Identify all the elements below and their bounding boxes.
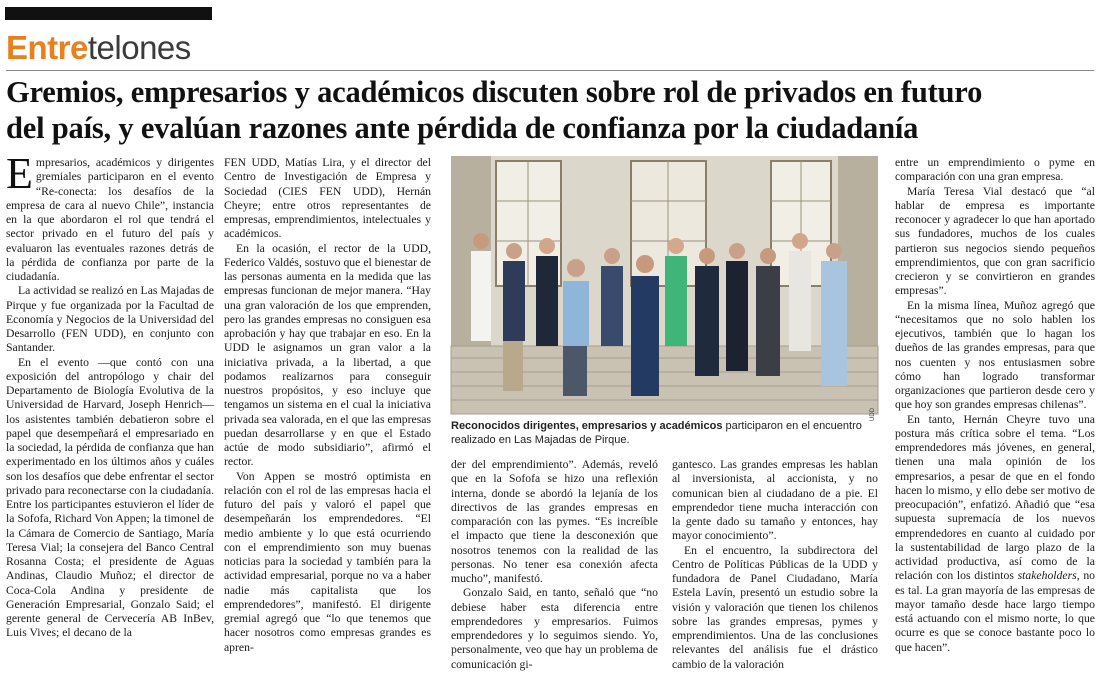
section-title — [6, 28, 191, 68]
section-title-rest: telones — [87, 29, 191, 66]
paragraph-text: En tanto, Hernán Cheyre tuvo una postura más crítica sobre el tema. “Los emprendedores más jóvenes, en general, tienen una mala opinión de los empresarios, a pesar de que en el fondo hacen lo mismo, y ello debe ser motivo de preocupación”, enfatizó. Añadió que “esa supuesta supremacía de los nuevos emprendedores en cuanto al cuidado por la sustentabilidad de largo plazo de la actividad productiva, así como de la relación con los distintos — [895, 412, 1095, 583]
paragraph: En la ocasión, el rector de la UDD, Federico Valdés, sostuvo que el bienestar de las personas aumenta en la medida que las empresas funcionan de mejor manera. “Hay una gran valoración de los que emprenden, pero las grandes empresas no consiguen esa aprobación y hay que trabajar en eso. En la UDD le asignamos un gran valor a la iniciativa privada, a la libertad, a que podamos realizarnos para conseguir nuestros propósitos, y eso incluye que tengamos un sistema en el cual la iniciativa privada sea valorada, en el que las empresas puedan desarrollarse y en que el Estado actúe de modo subsidiario”, afirmó el rector. — [224, 241, 431, 469]
paragraph: En la misma línea, Muñoz agregó que “necesitamos que no solo hablen los ejecutivos, también que lo hagan los dueños de las grandes empresas, para que nos cuenten y nos entusiasmen sobre cómo han logrado transformar organizaciones que partieron desde cero y que hoy son grandes empresas chilenas”. — [895, 298, 1095, 412]
group-photo — [451, 156, 878, 421]
section-rule — [6, 70, 1094, 71]
drop-cap: E — [6, 149, 33, 198]
article-column-3 — [451, 458, 658, 672]
photo-credit: UDD — [870, 408, 876, 421]
italic-term: stakeholders — [1017, 569, 1077, 583]
paragraph: FEN UDD, Matías Lira, y el director del Centro de Investigación de Empresa y Sociedad (CIES FEN UDD), Hernán Cheyre; entre otros representantes de empresas, emprendimientos, intelectuales y académicos. — [224, 156, 431, 241]
article-column-1 — [6, 149, 214, 641]
headline-line-2: del país, y evalúan razones ante pérdida de confianza por la ciudadanía — [6, 111, 919, 145]
paragraph: der del emprendimiento”. Además, reveló que en la Sofofa se hizo una reflexión interna, donde se abordó la lejanía de los directivos de las grandes empresas en comparación con las pymes. “Es increíble el impacto que tiene la desconexión que nosotros tenemos con la realidad de las personas. No tener esa conexión afecta mucho”, manifestó. — [451, 458, 658, 585]
top-section-bar — [5, 7, 212, 20]
paragraph: gantesco. Las grandes empresas les hablan al inversionista, al accionista, y no comunican bien al ciudadano de a pie. El emprendedor tiene mucha interacción con la gente dado su tamaño y entonces, hay mayor conocimiento”. — [672, 458, 878, 543]
paragraph: Gonzalo Said, en tanto, señaló que “no debiese haber esta diferencia entre emprendedores y empresarios. Fuimos emprendedores y lo seguimos siendo. Yo, personalmente, veo que hay un problema de comunicación gi- — [451, 586, 658, 671]
article-column-5 — [895, 156, 1095, 655]
paragraph: María Teresa Vial destacó que “al hablar de empresa es importante reconocer y agradecer lo que han aportado sus fundadores, muchos de los cuales partieron sus negocios siendo pequeños emprendimientos, que con gran sacrificio crecieron y se convirtieron en grandes empresas”. — [895, 184, 1095, 298]
section-title-bold: Entre — [6, 29, 88, 66]
article-column-4 — [672, 458, 878, 672]
group-photo-illustration — [451, 156, 878, 414]
paragraph — [895, 413, 1095, 655]
paragraph-text: mpresarios, académicos y dirigentes gremiales participaron en el evento “Re-conecta: los desafíos de la empresa de cara al nuevo Chile”, instancia en la que abordaron el rol que tendrá el sector privado en el futuro del país y evaluaron las eventuales razones detrás de la pérdida de confianza por parte de la ciudadanía. — [6, 156, 214, 283]
headline-line-1: Gremios, empresarios y académicos discuten sobre rol de privados en futuro — [6, 75, 983, 109]
paragraph: La actividad se realizó en Las Majadas de Pirque y fue organizada por la Facultad de Economía y Negocios de la Universidad del Desarrollo (FEN UDD), en conjunto con Santander. — [6, 284, 214, 355]
article-column-2 — [224, 156, 431, 655]
paragraph — [6, 149, 214, 284]
photo-caption-bold: Reconocidos dirigentes, empresarios y académicos — [451, 420, 723, 432]
paragraph: Von Appen se mostró optimista en relación con el rol de las empresas hacia el futuro del país y valoró el papel que desempeñarán los emprendedores. “El medio ambiente y lo que está ocurriendo con el emprendimiento son muy buenas noticias para la sociedad y también para la actividad empresarial, porque no va a haber nadie más capitalista que los emprendedores”, manifestó. El dirigente gremial agregó que “lo que tenemos que hacer nosotros como empresas grandes es apren- — [224, 469, 431, 654]
paragraph-text: , no es tal. La gran mayoría de las empresas de mayor tamaño desde hace largo tiempo está actuando con el mismo norte, lo que ocurre es que se conoce bastante poco lo que hacen”. — [895, 569, 1096, 654]
headline — [6, 74, 1096, 146]
paragraph: En el evento —que contó con una exposición del antropólogo y chair del Departamento de Biología Evolutiva de la Universidad de Harvard, Joseph Henrich— los asistentes también debatieron sobre el papel que desempeñará el empresariado en la sociedad, la pérdida de confianza que han experimentado en los últimos años y cuáles son los desafíos que debe enfrentar el sector privado para reconectarse con la ciudadanía. Entre los participantes estuvieron el líder de la Sofofa, Richard Von Appen; la timonel de la Cámara de Comercio de Santiago, María Teresa Vial; la consejera del Banco Central Rosanna Costa; el presidente de Aguas Andinas, Claudio Muñoz; el director de Coca-Cola Andina y presidente de Generación Empresarial, Gonzalo Said; el gerente general de Cervecería AB InBev, Luis Vives; el decano de la — [6, 355, 214, 640]
photo-caption — [451, 419, 878, 447]
photo-caption-text: participaron en el encuentro realizado en Las Majadas de Pirque. — [451, 420, 862, 446]
paragraph: En el encuentro, la subdirectora del Centro de Políticas Públicas de la UDD y fundadora de Panel Ciudadano, María Estela Lavín, presentó un estudio sobre la visión y valoración que tienen los chilenos sobre las grandes empresas, pymes y emprendimientos. Una de las conclusiones relevantes del análisis fue el drástico cambio de la valoración — [672, 543, 878, 671]
paragraph: entre un emprendimiento o pyme en comparación con una gran empresa. — [895, 156, 1095, 184]
